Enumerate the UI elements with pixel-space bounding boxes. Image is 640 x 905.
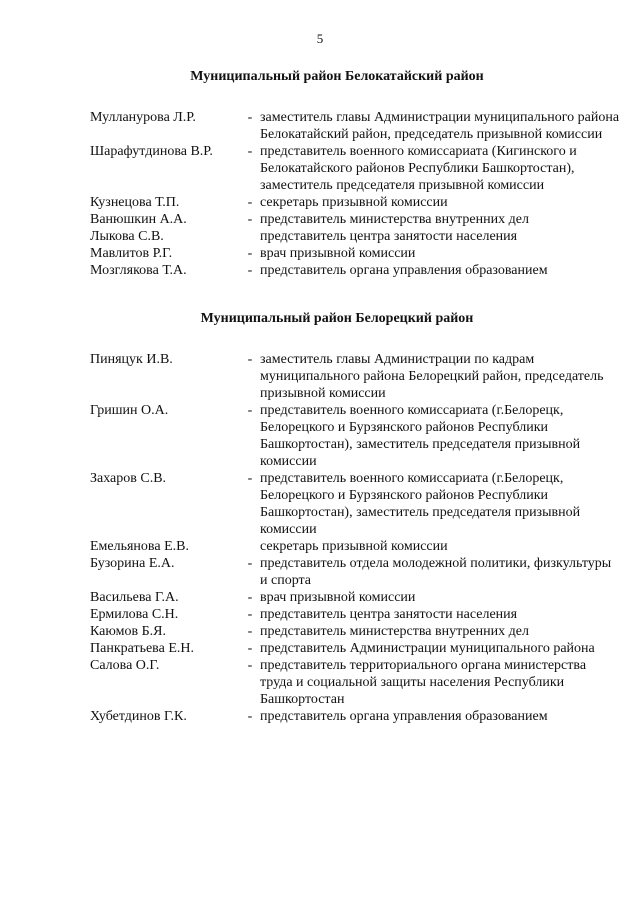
- member-dash: -: [247, 590, 253, 605]
- member-role: представитель центра занятости населения: [260, 607, 518, 622]
- member-dash: -: [247, 246, 253, 261]
- member-dash: -: [247, 709, 253, 724]
- member-row: [0, 194, 640, 211]
- member-name: Мавлитов Р.Г.: [90, 246, 173, 261]
- member-name: Лыкова С.В.: [90, 229, 164, 244]
- member-dash: -: [247, 556, 253, 571]
- member-row: [0, 623, 640, 640]
- member-row: [0, 470, 640, 538]
- member-name: Захаров С.В.: [90, 471, 167, 486]
- member-list: [0, 109, 640, 279]
- member-name: Емельянова Е.В.: [90, 539, 189, 554]
- member-name: Салова О.Г.: [90, 658, 160, 673]
- member-row: [0, 640, 640, 657]
- member-role: секретарь призывной комиссии: [260, 539, 448, 554]
- member-name: Мозглякова Т.А.: [90, 263, 187, 278]
- member-list: [0, 351, 640, 725]
- member-role: представитель органа управления образованием: [260, 263, 548, 278]
- member-row: [0, 245, 640, 262]
- section-belokataysky: [0, 68, 640, 279]
- member-row: [0, 538, 640, 555]
- member-dash: -: [247, 403, 253, 418]
- member-role: заместитель главы Администрации муниципального района Белокатайский район, председатель призывной комиссии: [260, 110, 620, 142]
- member-dash: -: [247, 144, 253, 159]
- member-row: [0, 143, 640, 194]
- member-row: [0, 589, 640, 606]
- member-role: представитель центра занятости населения: [260, 229, 518, 244]
- member-dash: [240, 228, 260, 245]
- member-dash: -: [247, 352, 253, 367]
- member-row: [0, 351, 640, 402]
- member-role: представитель Администрации муниципального района: [260, 641, 595, 656]
- member-name: Панкратьева Е.Н.: [90, 641, 194, 656]
- member-name: Кузнецова Т.П.: [90, 195, 180, 210]
- member-row: [0, 606, 640, 623]
- member-row: [0, 402, 640, 470]
- member-row: [0, 657, 640, 708]
- member-role: представитель отдела молодежной политики, физкультуры и спорта: [260, 556, 612, 588]
- member-dash: -: [247, 471, 253, 486]
- member-role: врач призывной комиссии: [260, 246, 416, 261]
- member-role: заместитель главы Администрации по кадрам муниципального района Белорецкий район, председатель призывной комиссии: [260, 352, 604, 401]
- member-name: Ермилова С.Н.: [90, 607, 179, 622]
- member-name: Васильева Г.А.: [90, 590, 179, 605]
- member-dash: -: [247, 641, 253, 656]
- member-row: [0, 708, 640, 725]
- member-dash: -: [247, 624, 253, 639]
- member-dash: -: [247, 607, 253, 622]
- member-dash: -: [247, 263, 253, 278]
- member-dash: -: [247, 658, 253, 673]
- member-role: представитель министерства внутренних дел: [260, 212, 529, 227]
- page-number: 5: [316, 31, 324, 46]
- section-title: Муниципальный район Белокатайский район: [190, 69, 484, 84]
- member-role: представитель военного комиссариата (г.Белорецк, Белорецкого и Бурзянского районов Республики Башкортостан), заместитель председателя призывной комиссии: [260, 403, 581, 469]
- member-row: [0, 211, 640, 228]
- member-name: Мулланурова Л.Р.: [90, 110, 196, 125]
- member-dash: [240, 538, 260, 555]
- member-role: представитель органа управления образованием: [260, 709, 548, 724]
- member-name: Пиняцук И.В.: [90, 352, 173, 367]
- member-name: Хубетдинов Г.К.: [90, 709, 187, 724]
- member-row: [0, 228, 640, 245]
- member-role: секретарь призывной комиссии: [260, 195, 448, 210]
- section-beloretsky: [0, 310, 640, 725]
- member-row: [0, 109, 640, 143]
- member-name: Ванюшкин А.А.: [90, 212, 187, 227]
- member-dash: -: [247, 212, 253, 227]
- member-row: [0, 262, 640, 279]
- member-name: Каюмов Б.Я.: [90, 624, 166, 639]
- member-row: [0, 555, 640, 589]
- member-role: представитель военного комиссариата (Кигинского и Белокатайского районов Республики Башкортостан), заместитель председателя призывной комиссии: [260, 144, 577, 193]
- member-name: Шарафутдинова В.Р.: [90, 144, 213, 159]
- section-title: Муниципальный район Белорецкий район: [200, 311, 474, 326]
- member-role: представитель министерства внутренних дел: [260, 624, 529, 639]
- member-name: Гришин О.А.: [90, 403, 169, 418]
- member-dash: -: [247, 195, 253, 210]
- member-role: представитель военного комиссариата (г.Белорецк, Белорецкого и Бурзянского районов Республики Башкортостан), заместитель председателя призывной комиссии: [260, 471, 581, 537]
- member-name: Бузорина Е.А.: [90, 556, 175, 571]
- member-role: представитель территориального органа министерства труда и социальной защиты населения Республики Башкортостан: [260, 658, 587, 707]
- member-dash: -: [247, 110, 253, 125]
- member-role: врач призывной комиссии: [260, 590, 416, 605]
